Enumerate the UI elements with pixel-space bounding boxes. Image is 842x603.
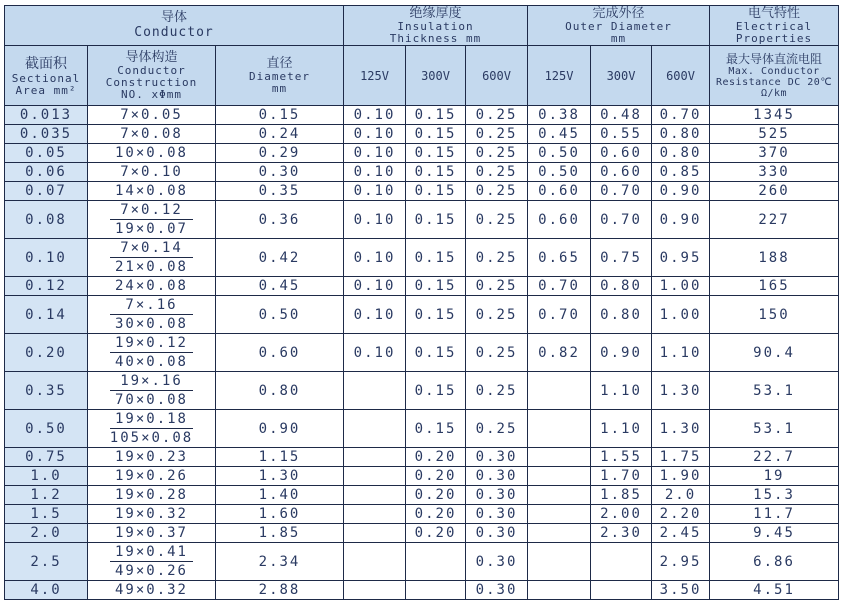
construction-cell: 19×0.28 <box>88 486 216 505</box>
table-row <box>5 296 839 334</box>
construction-cell: 7×0.10 <box>88 163 216 182</box>
insulation-300v-cell: 0.15 <box>406 410 466 448</box>
conductor-en: Conductor <box>134 25 214 40</box>
insulation-600v-cell: 0.30 <box>466 467 528 486</box>
diameter-cell: 1.85 <box>216 524 344 543</box>
electrical-en1: Electrical <box>735 19 813 33</box>
insulation-300v-cell: 0.20 <box>406 505 466 524</box>
resistance-cell: 9.45 <box>710 524 839 543</box>
insulation-600v-cell: 0.25 <box>466 410 528 448</box>
construction-option: 7×0.12 <box>110 201 193 220</box>
construction-cell <box>88 334 216 372</box>
outer-diameter-600v-cell: 1.75 <box>652 448 710 467</box>
insulation-300v-cell <box>406 543 466 581</box>
outer-diameter-600v-cell: 0.70 <box>652 106 710 125</box>
sectional-area-cell: 0.06 <box>5 163 88 182</box>
construction-cell: 19×0.32 <box>88 505 216 524</box>
outer-diameter-125v-cell <box>528 410 591 448</box>
outer-diameter-600v-cell: 0.85 <box>652 163 710 182</box>
outer-diameter-300v-cell: 0.70 <box>591 182 652 201</box>
outer-diameter-125v-cell <box>528 543 591 581</box>
resistance-cn: 最大导体直流电阻 <box>726 52 823 66</box>
table-row <box>5 372 839 410</box>
construction-option: 49×0.26 <box>114 563 188 579</box>
resistance-header <box>710 46 839 106</box>
conductor-group-header <box>5 6 344 46</box>
sectional-area-cell: 1.2 <box>5 486 88 505</box>
resistance-en3: Ω/km <box>760 88 788 99</box>
construction-option: 19×0.12 <box>110 334 193 353</box>
insulation-300v-cell: 0.15 <box>406 125 466 144</box>
construction-en1: Conductor <box>117 63 186 77</box>
diameter-cell: 0.24 <box>216 125 344 144</box>
outer-diameter-300v-cell: 1.70 <box>591 467 652 486</box>
section-en1: Sectional <box>11 71 81 85</box>
table-row <box>5 239 839 277</box>
sectional-area-cell: 0.05 <box>5 144 88 163</box>
sectional-area-header <box>5 46 88 106</box>
table-row <box>5 334 839 372</box>
insulation-600v-cell: 0.25 <box>466 201 528 239</box>
outer-diameter-125v-cell <box>528 524 591 543</box>
electrical-cn: 电气特性 <box>748 5 801 21</box>
diameter-header <box>216 46 344 106</box>
insulation-125v-cell <box>344 524 406 543</box>
diameter-cell: 0.50 <box>216 296 344 334</box>
diameter-cell: 2.88 <box>216 581 344 600</box>
outer-diameter-600v-cell: 2.20 <box>652 505 710 524</box>
diameter-cell: 0.36 <box>216 201 344 239</box>
spec-table <box>4 5 839 600</box>
outer-diameter-300v-cell: 0.75 <box>591 239 652 277</box>
resistance-cell: 150 <box>710 296 839 334</box>
sectional-area-cell: 1.5 <box>5 505 88 524</box>
outer-en2: mm <box>610 31 627 45</box>
insulation-300v-cell: 0.15 <box>406 144 466 163</box>
insulation-600v-cell: 0.25 <box>466 163 528 182</box>
insulation-125v-cell: 0.10 <box>344 144 406 163</box>
outer-diameter-125v-cell: 0.60 <box>528 182 591 201</box>
sectional-area-cell: 0.08 <box>5 201 88 239</box>
outer-diameter-600v-cell: 0.80 <box>652 125 710 144</box>
insulation-600v-cell: 0.25 <box>466 125 528 144</box>
outer-diameter-300v-cell: 0.90 <box>591 334 652 372</box>
outer-diameter-300v-cell: 1.10 <box>591 410 652 448</box>
insulation-600v-cell: 0.30 <box>466 448 528 467</box>
construction-option: 19×0.07 <box>114 221 188 237</box>
diameter-cell: 0.29 <box>216 144 344 163</box>
resistance-en1: Max. Conductor <box>728 66 820 77</box>
insulation-en2: Thickness mm <box>389 31 482 45</box>
insulation-600v-cell: 0.25 <box>466 334 528 372</box>
outer-cn: 完成外径 <box>592 5 645 21</box>
construction-cell <box>88 410 216 448</box>
outer-diameter-600v-cell: 1.10 <box>652 334 710 372</box>
resistance-cell: 11.7 <box>710 505 839 524</box>
sectional-area-cell: 0.10 <box>5 239 88 277</box>
outer-diameter-125v-cell: 0.50 <box>528 144 591 163</box>
insulation-300v-cell <box>406 581 466 600</box>
construction-option: 7×0.14 <box>110 239 193 258</box>
construction-option: 30×0.08 <box>114 316 188 332</box>
outer-diameter-300v-cell <box>591 543 652 581</box>
construction-cell: 24×0.08 <box>88 277 216 296</box>
insulation-125v-cell <box>344 505 406 524</box>
sectional-area-cell: 4.0 <box>5 581 88 600</box>
section-cn: 截面积 <box>25 55 67 72</box>
construction-option: 21×0.08 <box>114 259 188 275</box>
diameter-cell: 0.30 <box>216 163 344 182</box>
construction-option: 7×.16 <box>110 296 193 315</box>
conductor-spec-sheet <box>4 5 838 599</box>
spec-table-body <box>5 106 839 600</box>
insulation-600v-cell: 0.25 <box>466 239 528 277</box>
resistance-cell: 19 <box>710 467 839 486</box>
insulation-300v-cell: 0.15 <box>406 163 466 182</box>
construction-cell: 7×0.05 <box>88 106 216 125</box>
insulation-300v-cell: 0.15 <box>406 239 466 277</box>
construction-cell: 19×0.23 <box>88 448 216 467</box>
insulation-125v-cell: 0.10 <box>344 125 406 144</box>
insulation-600v-cell: 0.25 <box>466 296 528 334</box>
insulation-125v-cell <box>344 372 406 410</box>
insulation-en1: Insulation <box>397 19 474 33</box>
construction-cell <box>88 201 216 239</box>
outer-en1: Outer Diameter <box>565 19 672 33</box>
conductor-cn: 导体 <box>161 10 188 25</box>
construction-cell <box>88 543 216 581</box>
sectional-area-cell: 0.14 <box>5 296 88 334</box>
table-row <box>5 543 839 581</box>
construction-option: 19×0.41 <box>110 543 193 562</box>
resistance-cell: 260 <box>710 182 839 201</box>
resistance-cell: 53.1 <box>710 372 839 410</box>
construction-option: 70×0.08 <box>114 392 188 408</box>
insulation-600v-cell: 0.25 <box>466 372 528 410</box>
table-row <box>5 505 839 524</box>
insulation-600v-cell: 0.30 <box>466 581 528 600</box>
outer-diameter-125v-cell: 0.60 <box>528 201 591 239</box>
outer-diameter-600v-cell: 0.90 <box>652 182 710 201</box>
outer-diameter-600v-cell: 1.90 <box>652 467 710 486</box>
table-row <box>5 125 839 144</box>
resistance-cell: 1345 <box>710 106 839 125</box>
outer-diameter-600v-cell: 1.30 <box>652 410 710 448</box>
outer-diameter-125v-cell: 0.38 <box>528 106 591 125</box>
outer-diameter-300v-cell: 0.60 <box>591 163 652 182</box>
od-125v-header: 125V <box>528 46 591 106</box>
outer-diameter-125v-cell <box>528 448 591 467</box>
outer-diameter-300v-cell <box>591 581 652 600</box>
section-en2: Area mm² <box>15 83 77 97</box>
sectional-area-cell: 1.0 <box>5 467 88 486</box>
construction-cell: 10×0.08 <box>88 144 216 163</box>
insulation-125v-cell: 0.10 <box>344 201 406 239</box>
construction-en2: Construction <box>105 75 198 89</box>
resistance-cell: 53.1 <box>710 410 839 448</box>
diameter-cn: 直径 <box>266 55 293 71</box>
insulation-300v-cell: 0.20 <box>406 486 466 505</box>
construction-option: 105×0.08 <box>109 430 194 446</box>
sectional-area-cell: 0.035 <box>5 125 88 144</box>
construction-option: 19×.16 <box>110 372 193 391</box>
insulation-600v-cell: 0.25 <box>466 106 528 125</box>
table-row <box>5 448 839 467</box>
construction-cell: 49×0.32 <box>88 581 216 600</box>
sectional-area-cell: 0.013 <box>5 106 88 125</box>
ins-125v-header: 125V <box>344 46 406 106</box>
diameter-en1: Diameter <box>249 69 310 83</box>
outer-diameter-600v-cell: 2.45 <box>652 524 710 543</box>
insulation-300v-cell: 0.15 <box>406 106 466 125</box>
outer-diameter-300v-cell: 2.30 <box>591 524 652 543</box>
outer-diameter-125v-cell <box>528 372 591 410</box>
outer-diameter-600v-cell: 1.30 <box>652 372 710 410</box>
insulation-300v-cell: 0.15 <box>406 296 466 334</box>
table-row <box>5 581 839 600</box>
outer-diameter-125v-cell: 0.82 <box>528 334 591 372</box>
outer-diameter-300v-cell: 0.55 <box>591 125 652 144</box>
construction-cell <box>88 372 216 410</box>
construction-en3: NO. xΦmm <box>121 87 182 101</box>
insulation-300v-cell: 0.15 <box>406 372 466 410</box>
insulation-600v-cell: 0.30 <box>466 505 528 524</box>
diameter-cell: 0.90 <box>216 410 344 448</box>
insulation-600v-cell: 0.30 <box>466 486 528 505</box>
sectional-area-cell: 0.12 <box>5 277 88 296</box>
outer-diameter-300v-cell: 0.70 <box>591 201 652 239</box>
diameter-cell: 1.40 <box>216 486 344 505</box>
insulation-125v-cell: 0.10 <box>344 334 406 372</box>
insulation-125v-cell: 0.10 <box>344 106 406 125</box>
outer-diameter-300v-cell: 0.48 <box>591 106 652 125</box>
insulation-300v-cell: 0.15 <box>406 277 466 296</box>
sectional-area-cell: 0.20 <box>5 334 88 372</box>
construction-cell <box>88 296 216 334</box>
outer-diameter-125v-cell <box>528 486 591 505</box>
sectional-area-cell: 0.07 <box>5 182 88 201</box>
resistance-cell: 4.51 <box>710 581 839 600</box>
insulation-125v-cell <box>344 543 406 581</box>
sectional-area-cell: 0.50 <box>5 410 88 448</box>
outer-diameter-group-header <box>528 6 710 46</box>
insulation-125v-cell: 0.10 <box>344 239 406 277</box>
resistance-cell: 227 <box>710 201 839 239</box>
table-row <box>5 201 839 239</box>
diameter-cell: 1.60 <box>216 505 344 524</box>
resistance-cell: 22.7 <box>710 448 839 467</box>
diameter-cell: 0.45 <box>216 277 344 296</box>
diameter-cell: 0.15 <box>216 106 344 125</box>
resistance-cell: 6.86 <box>710 543 839 581</box>
outer-diameter-600v-cell: 2.95 <box>652 543 710 581</box>
resistance-cell: 188 <box>710 239 839 277</box>
electrical-en2: Properties <box>735 31 813 45</box>
insulation-300v-cell: 0.20 <box>406 448 466 467</box>
resistance-cell: 330 <box>710 163 839 182</box>
construction-option: 40×0.08 <box>114 354 188 370</box>
construction-cell: 7×0.08 <box>88 125 216 144</box>
ins-600v-header: 600V <box>466 46 528 106</box>
insulation-125v-cell <box>344 581 406 600</box>
construction-header <box>88 46 216 106</box>
diameter-en2: mm <box>271 81 288 95</box>
insulation-group-header <box>344 6 528 46</box>
insulation-300v-cell: 0.15 <box>406 334 466 372</box>
outer-diameter-600v-cell: 1.00 <box>652 277 710 296</box>
resistance-cell: 525 <box>710 125 839 144</box>
header-row-columns <box>5 46 839 106</box>
table-row <box>5 182 839 201</box>
insulation-cn: 绝缘厚度 <box>409 5 462 21</box>
insulation-300v-cell: 0.15 <box>406 182 466 201</box>
sectional-area-cell: 2.0 <box>5 524 88 543</box>
outer-diameter-300v-cell: 1.55 <box>591 448 652 467</box>
sectional-area-cell: 0.75 <box>5 448 88 467</box>
od-600v-header: 600V <box>652 46 710 106</box>
insulation-125v-cell <box>344 448 406 467</box>
construction-cn: 导体构造 <box>125 49 178 65</box>
resistance-cell: 165 <box>710 277 839 296</box>
diameter-cell: 0.60 <box>216 334 344 372</box>
insulation-125v-cell: 0.10 <box>344 163 406 182</box>
outer-diameter-125v-cell: 0.70 <box>528 296 591 334</box>
table-row <box>5 163 839 182</box>
diameter-cell: 2.34 <box>216 543 344 581</box>
insulation-300v-cell: 0.20 <box>406 524 466 543</box>
outer-diameter-300v-cell: 0.80 <box>591 296 652 334</box>
table-row <box>5 467 839 486</box>
diameter-cell: 1.30 <box>216 467 344 486</box>
outer-diameter-600v-cell: 3.50 <box>652 581 710 600</box>
construction-option: 19×0.18 <box>110 410 193 429</box>
outer-diameter-300v-cell: 0.80 <box>591 277 652 296</box>
table-row <box>5 277 839 296</box>
outer-diameter-600v-cell: 1.00 <box>652 296 710 334</box>
resistance-cell: 90.4 <box>710 334 839 372</box>
outer-diameter-125v-cell <box>528 467 591 486</box>
insulation-600v-cell: 0.30 <box>466 524 528 543</box>
insulation-600v-cell: 0.25 <box>466 144 528 163</box>
insulation-125v-cell: 0.10 <box>344 277 406 296</box>
diameter-cell: 0.80 <box>216 372 344 410</box>
insulation-600v-cell: 0.25 <box>466 182 528 201</box>
insulation-125v-cell: 0.10 <box>344 296 406 334</box>
insulation-125v-cell: 0.10 <box>344 182 406 201</box>
diameter-cell: 0.42 <box>216 239 344 277</box>
insulation-125v-cell <box>344 410 406 448</box>
insulation-125v-cell <box>344 486 406 505</box>
insulation-300v-cell: 0.15 <box>406 201 466 239</box>
outer-diameter-125v-cell: 0.65 <box>528 239 591 277</box>
electrical-group-header <box>710 6 839 46</box>
insulation-600v-cell: 0.25 <box>466 277 528 296</box>
table-row <box>5 410 839 448</box>
outer-diameter-600v-cell: 0.80 <box>652 144 710 163</box>
outer-diameter-600v-cell: 2.0 <box>652 486 710 505</box>
outer-diameter-125v-cell: 0.70 <box>528 277 591 296</box>
insulation-600v-cell: 0.30 <box>466 543 528 581</box>
table-row <box>5 524 839 543</box>
resistance-cell: 15.3 <box>710 486 839 505</box>
construction-cell: 14×0.08 <box>88 182 216 201</box>
diameter-cell: 0.35 <box>216 182 344 201</box>
outer-diameter-600v-cell: 0.95 <box>652 239 710 277</box>
sectional-area-cell: 0.35 <box>5 372 88 410</box>
resistance-en2: Resistance DC 20℃ <box>715 77 833 88</box>
construction-cell: 19×0.37 <box>88 524 216 543</box>
outer-diameter-125v-cell: 0.50 <box>528 163 591 182</box>
insulation-125v-cell <box>344 467 406 486</box>
outer-diameter-125v-cell: 0.45 <box>528 125 591 144</box>
insulation-300v-cell: 0.20 <box>406 467 466 486</box>
od-300v-header: 300V <box>591 46 652 106</box>
construction-cell <box>88 239 216 277</box>
header-row-groups <box>5 6 839 46</box>
table-row <box>5 144 839 163</box>
construction-cell: 19×0.26 <box>88 467 216 486</box>
diameter-cell: 1.15 <box>216 448 344 467</box>
sectional-area-cell: 2.5 <box>5 543 88 581</box>
outer-diameter-300v-cell: 1.85 <box>591 486 652 505</box>
ins-300v-header: 300V <box>406 46 466 106</box>
table-row <box>5 486 839 505</box>
table-row <box>5 106 839 125</box>
outer-diameter-125v-cell <box>528 581 591 600</box>
outer-diameter-125v-cell <box>528 505 591 524</box>
outer-diameter-300v-cell: 0.60 <box>591 144 652 163</box>
outer-diameter-600v-cell: 0.90 <box>652 201 710 239</box>
outer-diameter-300v-cell: 2.00 <box>591 505 652 524</box>
resistance-cell: 370 <box>710 144 839 163</box>
outer-diameter-300v-cell: 1.10 <box>591 372 652 410</box>
